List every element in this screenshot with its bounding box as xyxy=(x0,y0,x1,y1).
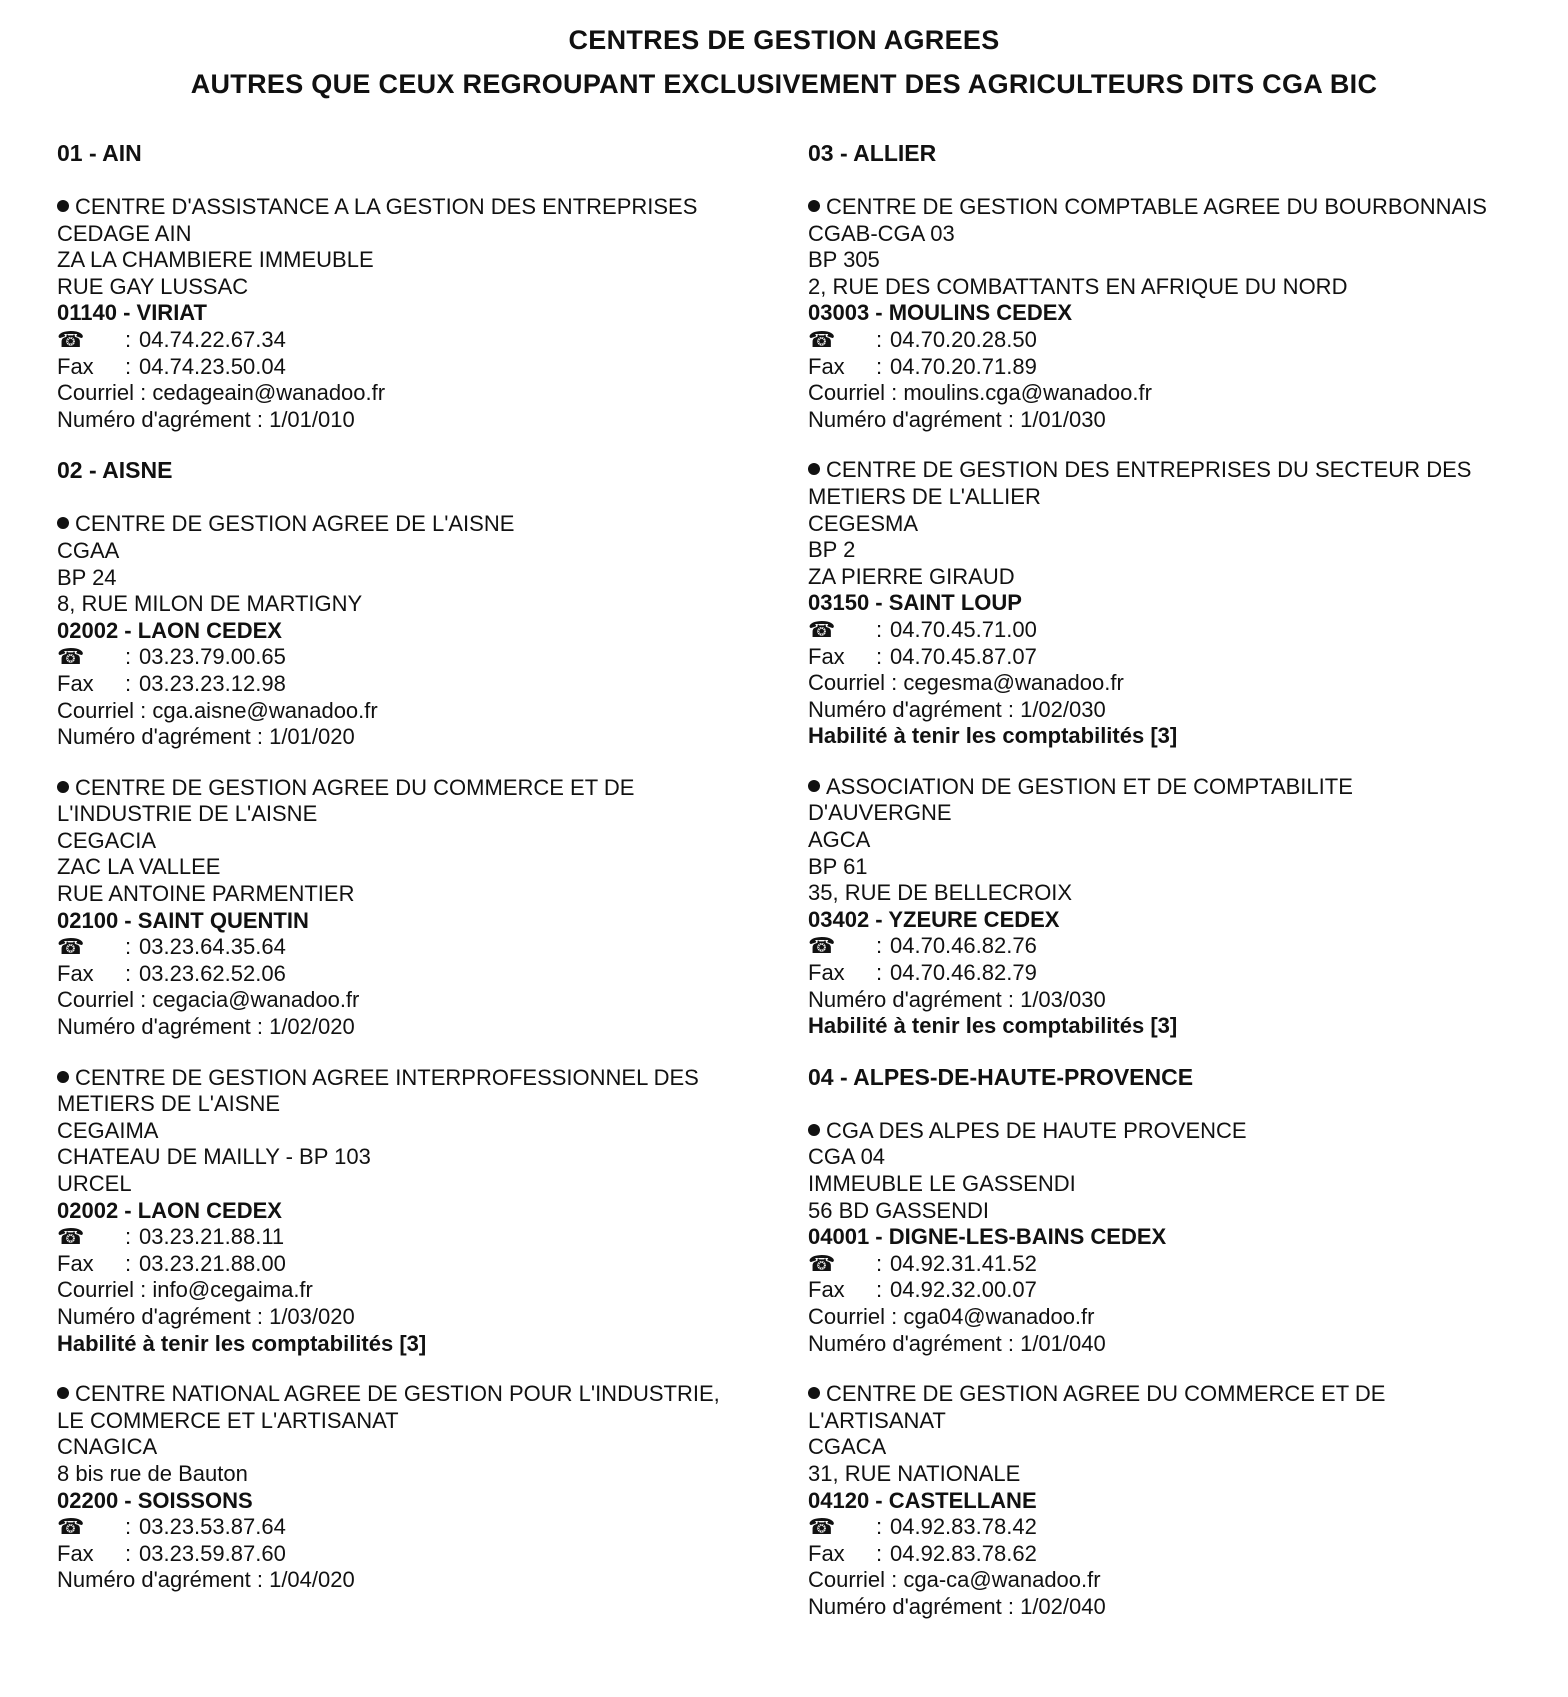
email-label: Courriel : xyxy=(57,697,153,723)
phone-icon: ☎ xyxy=(808,1250,836,1276)
department-heading: 03 - ALLIER xyxy=(808,140,937,166)
agrement-line xyxy=(808,697,1548,724)
center-name-line xyxy=(808,457,1548,484)
email-address: cegesma@wanadoo.fr xyxy=(903,670,1124,696)
phone-icon: ☎ xyxy=(57,644,85,670)
agrement-line xyxy=(808,987,1548,1014)
agrement-number: 1/01/030 xyxy=(1020,406,1106,432)
center-name-line xyxy=(808,1408,1548,1435)
agrement-label: Numéro d'agrément : xyxy=(808,1330,1021,1356)
phone-separator: : xyxy=(876,616,883,642)
address-line: URCEL xyxy=(57,1171,132,1196)
phone-line xyxy=(57,327,797,354)
address-line: RUE ANTOINE PARMENTIER xyxy=(57,881,355,907)
fax-line xyxy=(808,354,1548,381)
fax-line xyxy=(57,671,797,698)
document-header xyxy=(0,18,1568,106)
agrement-number: 1/03/020 xyxy=(269,1303,355,1329)
bullet-icon xyxy=(57,517,69,529)
email-label: Courriel : xyxy=(808,380,904,406)
fax-label: Fax xyxy=(57,353,94,379)
center-name-text: CGA DES ALPES DE HAUTE PROVENCE xyxy=(826,1117,1247,1143)
fax-line xyxy=(808,644,1548,671)
agrement-line xyxy=(57,1304,797,1331)
agrement-line xyxy=(808,1331,1548,1358)
center-entry xyxy=(808,774,1548,1040)
address-line: BP 2 xyxy=(808,537,856,563)
agrement-line xyxy=(808,407,1548,434)
phone-icon: ☎ xyxy=(808,326,836,352)
fax-number: 04.70.46.82.79 xyxy=(890,960,1037,986)
center-name-text: CENTRE DE GESTION AGREE DE L'AISNE xyxy=(75,511,515,537)
fax-label: Fax xyxy=(57,1250,94,1276)
center-name-line xyxy=(808,484,1548,511)
postal-city: 04120 - CASTELLANE xyxy=(808,1487,1037,1513)
bullet-icon xyxy=(808,200,820,212)
email-line xyxy=(808,1304,1548,1331)
phone-number: 04.92.83.78.42 xyxy=(890,1514,1037,1540)
agrement-number: 1/01/040 xyxy=(1020,1330,1106,1356)
center-entry xyxy=(808,1118,1548,1357)
fax-separator: : xyxy=(876,960,883,986)
phone-separator: : xyxy=(125,644,132,670)
email-line xyxy=(57,698,797,725)
email-address: cegacia@wanadoo.fr xyxy=(152,987,360,1013)
postal-city: 01140 - VIRIAT xyxy=(57,300,207,326)
agrement-line xyxy=(57,1567,797,1594)
email-label: Courriel : xyxy=(808,1303,904,1329)
email-address: moulins.cga@wanadoo.fr xyxy=(903,380,1152,406)
center-name-text: L'ARTISANAT xyxy=(808,1407,946,1433)
address-line: CGACA xyxy=(808,1434,887,1460)
address-line: RUE GAY LUSSAC xyxy=(57,273,249,299)
phone-separator: : xyxy=(876,326,883,352)
email-address: cga04@wanadoo.fr xyxy=(903,1303,1095,1329)
email-address: cga.aisne@wanadoo.fr xyxy=(152,697,378,723)
center-entry xyxy=(57,1381,797,1594)
fax-line xyxy=(57,1251,797,1278)
bullet-icon xyxy=(57,200,69,212)
agrement-line xyxy=(57,1014,797,1041)
agrement-number: 1/02/030 xyxy=(1020,696,1106,722)
address-line: CGAB-CGA 03 xyxy=(808,220,955,246)
email-label: Courriel : xyxy=(808,1567,904,1593)
email-address: info@cegaima.fr xyxy=(152,1277,313,1303)
fax-label: Fax xyxy=(808,960,845,986)
fax-number: 03.23.23.12.98 xyxy=(139,670,286,696)
agrement-label: Numéro d'agrément : xyxy=(808,986,1021,1012)
fax-number: 03.23.21.88.00 xyxy=(139,1250,286,1276)
center-name-text: CENTRE D'ASSISTANCE A LA GESTION DES ENTREPRISES xyxy=(75,194,698,219)
habilite-note: Habilité à tenir les comptabilités [3] xyxy=(808,1013,1178,1039)
agrement-number: 1/01/010 xyxy=(269,406,355,432)
phone-line xyxy=(57,934,797,961)
document-title: CENTRES DE GESTION AGREES xyxy=(568,25,1000,55)
email-line xyxy=(57,1277,797,1304)
phone-number: 04.70.45.71.00 xyxy=(890,616,1037,642)
bullet-icon xyxy=(808,1124,820,1136)
email-line xyxy=(57,987,797,1014)
agrement-number: 1/02/020 xyxy=(269,1014,355,1040)
agrement-label: Numéro d'agrément : xyxy=(57,724,270,750)
address-line: 31, RUE NATIONALE xyxy=(808,1460,1021,1486)
phone-separator: : xyxy=(125,934,132,960)
address-line: CHATEAU DE MAILLY - BP 103 xyxy=(57,1144,371,1170)
fax-separator: : xyxy=(876,353,883,379)
address-line: BP 24 xyxy=(57,564,117,590)
center-name-line xyxy=(57,775,797,802)
address-line: CGAA xyxy=(57,537,120,563)
address-line: ZA LA CHAMBIERE IMMEUBLE xyxy=(57,247,374,273)
phone-line xyxy=(808,1514,1548,1541)
center-name-line xyxy=(57,1381,797,1408)
center-name-line xyxy=(57,801,797,828)
habilite-note: Habilité à tenir les comptabilités [3] xyxy=(808,723,1178,749)
address-line: 35, RUE DE BELLECROIX xyxy=(808,880,1073,906)
phone-number: 03.23.21.88.11 xyxy=(139,1224,285,1250)
center-name-line xyxy=(57,194,797,221)
phone-number: 03.23.79.00.65 xyxy=(139,644,286,670)
fax-label: Fax xyxy=(808,1540,845,1566)
phone-separator: : xyxy=(125,1224,132,1250)
fax-separator: : xyxy=(876,1277,883,1303)
center-name-line xyxy=(808,1118,1548,1145)
email-line xyxy=(808,380,1548,407)
phone-icon: ☎ xyxy=(57,1224,85,1250)
agrement-label: Numéro d'agrément : xyxy=(57,406,270,432)
fax-separator: : xyxy=(125,960,132,986)
center-entry xyxy=(808,457,1548,750)
bullet-icon xyxy=(57,781,69,793)
center-name-text: CENTRE DE GESTION AGREE DU COMMERCE ET DE xyxy=(826,1381,1386,1407)
center-name-text: D'AUVERGNE xyxy=(808,800,952,826)
fax-label: Fax xyxy=(57,1540,94,1566)
fax-separator: : xyxy=(125,1250,132,1276)
center-name-text: METIERS DE L'AISNE xyxy=(57,1091,281,1117)
phone-line xyxy=(57,1514,797,1541)
address-line: CNAGICA xyxy=(57,1434,158,1460)
phone-line xyxy=(57,1224,797,1251)
address-line: ZAC LA VALLEE xyxy=(57,854,221,880)
agrement-label: Numéro d'agrément : xyxy=(57,1014,270,1040)
department-heading: 02 - AISNE xyxy=(57,457,173,484)
address-line: CEGESMA xyxy=(808,510,919,536)
center-entry xyxy=(57,775,797,1041)
phone-icon: ☎ xyxy=(57,326,85,352)
address-line: 56 BD GASSENDI xyxy=(808,1197,989,1223)
agrement-line xyxy=(57,407,797,434)
fax-separator: : xyxy=(125,1540,132,1566)
postal-city: 03402 - YZEURE CEDEX xyxy=(808,906,1060,932)
email-label: Courriel : xyxy=(57,380,153,406)
address-line: BP 61 xyxy=(808,853,868,879)
center-name-line xyxy=(57,511,797,538)
department-heading: 04 - ALPES-DE-HAUTE-PROVENCE xyxy=(808,1063,1194,1090)
center-name-text: LE COMMERCE ET L'ARTISANAT xyxy=(57,1407,399,1433)
email-line xyxy=(808,1567,1548,1594)
postal-city: 02100 - SAINT QUENTIN xyxy=(57,907,309,933)
phone-icon: ☎ xyxy=(808,933,836,959)
postal-city: 02002 - LAON CEDEX xyxy=(57,617,282,643)
fax-separator: : xyxy=(876,1540,883,1566)
postal-city: 02200 - SOISSONS xyxy=(57,1487,253,1513)
email-line xyxy=(808,670,1548,697)
center-name-line xyxy=(57,1065,797,1092)
center-name-line xyxy=(808,800,1548,827)
fax-number: 03.23.62.52.06 xyxy=(139,960,286,986)
fax-line xyxy=(57,961,797,988)
postal-city: 03150 - SAINT LOUP xyxy=(808,590,1022,616)
center-entry xyxy=(57,1065,797,1358)
phone-line xyxy=(808,617,1548,644)
fax-line xyxy=(57,354,797,381)
address-line: AGCA xyxy=(808,827,871,853)
email-label: Courriel : xyxy=(57,987,153,1013)
phone-line xyxy=(57,644,797,671)
fax-line xyxy=(808,960,1548,987)
fax-separator: : xyxy=(876,643,883,669)
center-name-line xyxy=(57,1408,797,1435)
bullet-icon xyxy=(808,780,820,792)
phone-separator: : xyxy=(876,1250,883,1276)
fax-label: Fax xyxy=(57,960,94,986)
fax-number: 04.70.45.87.07 xyxy=(890,643,1037,669)
agrement-number: 1/03/030 xyxy=(1020,986,1106,1012)
center-name-text: CENTRE DE GESTION DES ENTREPRISES DU SECTEUR DES xyxy=(826,457,1472,483)
address-line: 8 bis rue de Bauton xyxy=(57,1460,248,1486)
postal-city: 02002 - LAON CEDEX xyxy=(57,1197,282,1223)
email-address: cga-ca@wanadoo.fr xyxy=(903,1567,1101,1593)
agrement-label: Numéro d'agrément : xyxy=(808,406,1021,432)
fax-label: Fax xyxy=(808,1277,845,1303)
fax-number: 04.74.23.50.04 xyxy=(139,353,286,379)
phone-icon: ☎ xyxy=(57,934,85,960)
email-line xyxy=(57,380,797,407)
address-line: 2, RUE DES COMBATTANTS EN AFRIQUE DU NORD xyxy=(808,273,1348,299)
agrement-number: 1/02/040 xyxy=(1020,1593,1106,1619)
phone-icon: ☎ xyxy=(808,1514,836,1540)
bullet-icon xyxy=(808,463,820,475)
email-address: cedageain@wanadoo.fr xyxy=(152,380,386,406)
center-name-text: CENTRE DE GESTION AGREE INTERPROFESSIONNEL DES xyxy=(75,1064,699,1090)
document-subtitle: AUTRES QUE CEUX REGROUPANT EXCLUSIVEMENT DES AGRICULTEURS DITS CGA BIC xyxy=(190,69,1378,99)
phone-separator: : xyxy=(125,1514,132,1540)
fax-number: 04.92.83.78.62 xyxy=(890,1540,1037,1566)
fax-line xyxy=(808,1541,1548,1568)
center-name-text: METIERS DE L'ALLIER xyxy=(808,483,1041,509)
phone-line xyxy=(808,933,1548,960)
center-name-text: L'INDUSTRIE DE L'AISNE xyxy=(57,801,318,827)
address-line: CEGACIA xyxy=(57,827,157,853)
phone-number: 03.23.53.87.64 xyxy=(139,1514,286,1540)
fax-line xyxy=(57,1541,797,1568)
agrement-line xyxy=(57,724,797,751)
fax-label: Fax xyxy=(808,353,845,379)
phone-icon: ☎ xyxy=(57,1514,85,1540)
phone-number: 03.23.64.35.64 xyxy=(139,934,286,960)
bullet-icon xyxy=(57,1071,69,1083)
fax-number: 04.92.32.00.07 xyxy=(890,1277,1037,1303)
phone-number: 04.92.31.41.52 xyxy=(890,1250,1037,1276)
center-entry xyxy=(808,194,1548,433)
address-line: CEDAGE AIN xyxy=(57,220,192,246)
center-name-line xyxy=(808,774,1548,801)
fax-separator: : xyxy=(125,670,132,696)
phone-separator: : xyxy=(876,1514,883,1540)
center-name-text: CENTRE DE GESTION AGREE DU COMMERCE ET DE xyxy=(75,774,635,800)
postal-city: 04001 - DIGNE-LES-BAINS CEDEX xyxy=(808,1224,1167,1250)
address-line: 8, RUE MILON DE MARTIGNY xyxy=(57,591,363,617)
habilite-note: Habilité à tenir les comptabilités [3] xyxy=(57,1330,427,1356)
center-entry xyxy=(57,511,797,750)
center-name-line xyxy=(808,1381,1548,1408)
address-line: CEGAIMA xyxy=(57,1117,159,1143)
email-label: Courriel : xyxy=(808,670,904,696)
agrement-label: Numéro d'agrément : xyxy=(57,1567,270,1593)
center-name-text: ASSOCIATION DE GESTION ET DE COMPTABILITE xyxy=(826,773,1353,799)
phone-number: 04.70.20.28.50 xyxy=(890,326,1037,352)
phone-line xyxy=(808,327,1548,354)
phone-number: 04.70.46.82.76 xyxy=(890,933,1037,959)
bullet-icon xyxy=(808,1387,820,1399)
agrement-line xyxy=(808,1594,1548,1621)
fax-number: 04.70.20.71.89 xyxy=(890,353,1037,379)
center-entry xyxy=(57,194,797,433)
address-line: IMMEUBLE LE GASSENDI xyxy=(808,1171,1076,1196)
phone-number: 04.74.22.67.34 xyxy=(139,326,286,352)
fax-label: Fax xyxy=(57,670,94,696)
agrement-label: Numéro d'agrément : xyxy=(808,696,1021,722)
phone-separator: : xyxy=(876,933,883,959)
right-column xyxy=(808,140,1548,1645)
center-entry xyxy=(808,1381,1548,1620)
agrement-label: Numéro d'agrément : xyxy=(808,1593,1021,1619)
agrement-number: 1/04/020 xyxy=(269,1567,355,1593)
phone-line xyxy=(808,1251,1548,1278)
left-column xyxy=(57,140,797,1618)
center-name-text: CENTRE NATIONAL AGREE DE GESTION POUR L'INDUSTRIE, xyxy=(75,1381,720,1407)
center-name-text: CENTRE DE GESTION COMPTABLE AGREE DU BOURBONNAIS xyxy=(826,194,1487,219)
agrement-number: 1/01/020 xyxy=(269,724,355,750)
postal-city: 03003 - MOULINS CEDEX xyxy=(808,300,1073,326)
email-label: Courriel : xyxy=(57,1277,153,1303)
fax-line xyxy=(808,1277,1548,1304)
address-line: ZA PIERRE GIRAUD xyxy=(808,563,1015,589)
phone-icon: ☎ xyxy=(808,616,836,642)
address-line: CGA 04 xyxy=(808,1144,886,1170)
fax-separator: : xyxy=(125,353,132,379)
agrement-label: Numéro d'agrément : xyxy=(57,1303,270,1329)
fax-number: 03.23.59.87.60 xyxy=(139,1540,286,1566)
fax-label: Fax xyxy=(808,643,845,669)
phone-separator: : xyxy=(125,326,132,352)
bullet-icon xyxy=(57,1387,69,1399)
center-name-line xyxy=(57,1091,797,1118)
center-name-line xyxy=(808,194,1548,221)
address-line: BP 305 xyxy=(808,247,880,273)
department-heading: 01 - AIN xyxy=(57,140,142,166)
